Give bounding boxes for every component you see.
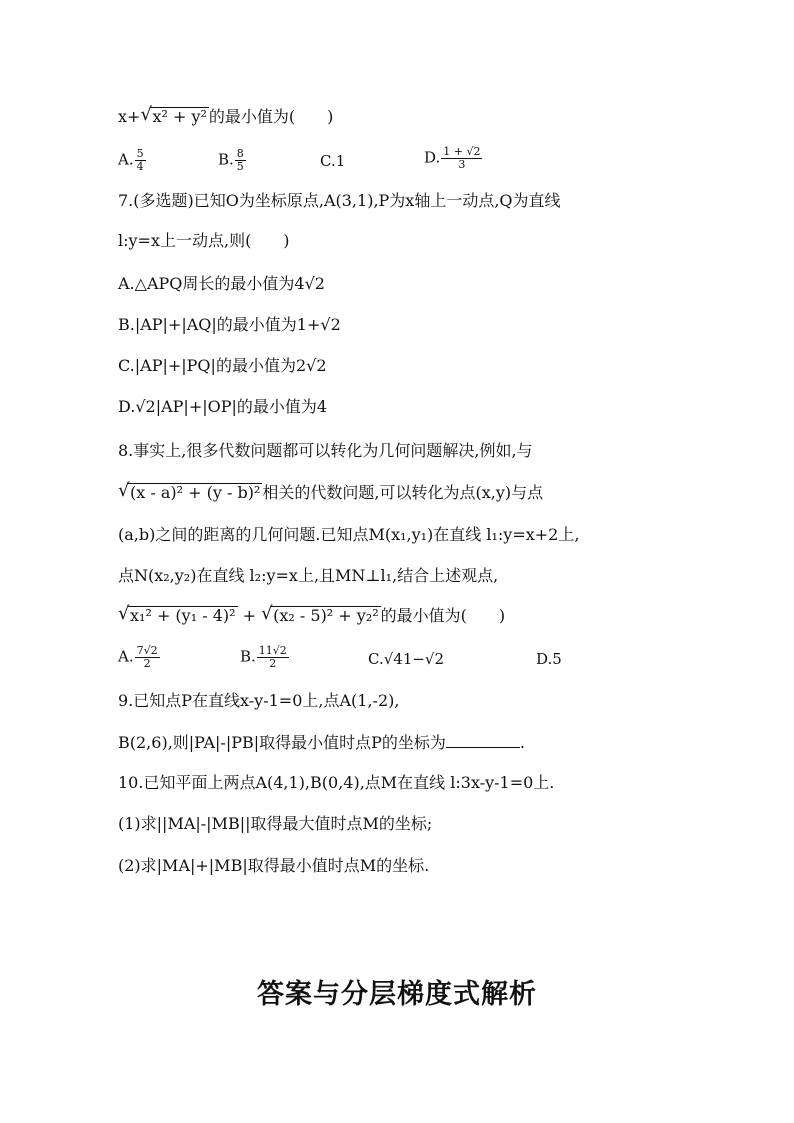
numerator: 11√2: [258, 644, 287, 657]
q6-sqrt: √ x² + y²: [140, 104, 207, 126]
q10-part-2: (2)求|MA|+|MB|取得最小值时点M的坐标.: [118, 856, 430, 875]
q8-option-b: [240, 645, 289, 670]
q9-line-1: 9.已知点P在直线x-y-1=0上,点A(1,-2),: [118, 691, 400, 710]
q8-line-3: (a,b)之间的距离的几何问题.已知点M(x₁,y₁)在直线 l₁:y=x+2上,: [118, 525, 580, 544]
option-label: B.: [218, 150, 234, 169]
option-label: D.: [536, 650, 553, 668]
fraction: [135, 645, 160, 670]
q8-line-5: [118, 605, 505, 627]
denominator: 2: [269, 657, 277, 670]
option-label: C.: [320, 152, 336, 170]
q9-line-2: [118, 732, 525, 754]
q8-option-a: [118, 645, 160, 670]
denominator: 5: [236, 160, 244, 173]
numerator: 5: [136, 147, 144, 160]
option-label: D.: [118, 397, 136, 416]
option-text: √2|AP|+|OP|的最小值为4: [135, 397, 328, 416]
q8-line-4: 点N(x₂,y₂)在直线 l₂:y=x上,且MN⊥l₁,结合上述观点,: [118, 566, 499, 585]
option-label: A.: [118, 150, 134, 169]
denominator: 2: [143, 657, 151, 670]
q9-line-2-prefix: B(2,6),则|PA|-|PB|取得最小值时点P的坐标为: [118, 733, 446, 752]
q7-option-a: [118, 273, 325, 295]
q10-part-1: (1)求||MA|-|MB||取得最大值时点M的坐标;: [118, 814, 433, 833]
q8-radicand: (x - a)² + (y - b)²: [130, 483, 261, 502]
q8-radicand-1: x₁² + (y₁ - 4)²: [130, 606, 236, 625]
q9-line-2-suffix: .: [519, 733, 525, 752]
option-label: A.: [118, 647, 134, 666]
option-text: 1: [335, 152, 346, 170]
numerator: 1 + √2: [443, 145, 481, 158]
q8-sqrt-2: √ (x₂ - 5)² + y₂²: [261, 603, 379, 625]
q6-option-d: [424, 146, 482, 171]
option-text: |AP|+|PQ|的最小值为2√2: [134, 356, 327, 375]
option-text: |AP|+|AQ|的最小值为1+√2: [134, 315, 341, 334]
fraction: [441, 146, 482, 171]
q7-option-d: [118, 396, 327, 418]
q6-option-a: [118, 148, 146, 173]
q8-radicand-2: (x₂ - 5)² + y₂²: [273, 606, 379, 625]
q10-line-1: 10.已知平面上两点A(4,1),B(0,4),点M在直线 l:3x-y-1=0上.: [118, 773, 555, 792]
q8-line-2: [118, 482, 543, 504]
option-label: C.: [118, 356, 135, 375]
q7-option-b: [118, 314, 341, 336]
numerator: 8: [236, 147, 244, 160]
q6-stem: [118, 106, 333, 128]
q7-line-1: 7.(多选题)已知O为坐标原点,A(3,1),P为x轴上一动点,Q为直线: [118, 191, 561, 210]
q8-line-2-suffix: 相关的代数问题,可以转化为点(x,y)与点: [262, 483, 544, 502]
q6-suffix: 的最小值为( ): [208, 107, 334, 126]
fraction: [135, 148, 146, 173]
q8-line-5-suffix: 的最小值为( ): [380, 606, 506, 625]
option-label: B.: [118, 315, 135, 334]
answer-blank: [446, 733, 520, 748]
numerator: 7√2: [136, 644, 158, 657]
q8-sqrt: √ (x - a)² + (y - b)²: [118, 480, 261, 502]
q7-line-2: l:y=x上一动点,则( ): [118, 231, 290, 250]
denominator: 4: [136, 160, 144, 173]
q8-line-1: 8.事实上,很多代数问题都可以转化为几何问题解决,例如,与: [118, 441, 533, 460]
q6-option-b: [218, 148, 246, 173]
option-label: D.: [424, 148, 441, 167]
option-text: 5: [552, 650, 562, 668]
q6-radicand: x² + y²: [152, 107, 207, 126]
q8-option-d: [536, 648, 562, 670]
q8-plus: +: [237, 606, 262, 625]
q6-prefix: x+: [118, 107, 141, 126]
option-label: B.: [240, 647, 256, 666]
option-label: C.: [368, 650, 384, 668]
q8-sqrt-1: √ x₁² + (y₁ - 4)²: [118, 603, 236, 625]
option-text: √41−√2: [383, 650, 445, 668]
option-text: △APQ周长的最小值为4√2: [134, 274, 325, 293]
fraction: [235, 148, 246, 173]
q7-option-c: [118, 355, 327, 377]
fraction: [257, 645, 289, 670]
option-label: A.: [118, 274, 135, 293]
denominator: 3: [458, 158, 466, 171]
q6-option-c: [320, 150, 345, 172]
section-heading: 答案与分层梯度式解析: [257, 979, 537, 1010]
q8-option-c: [368, 648, 444, 670]
